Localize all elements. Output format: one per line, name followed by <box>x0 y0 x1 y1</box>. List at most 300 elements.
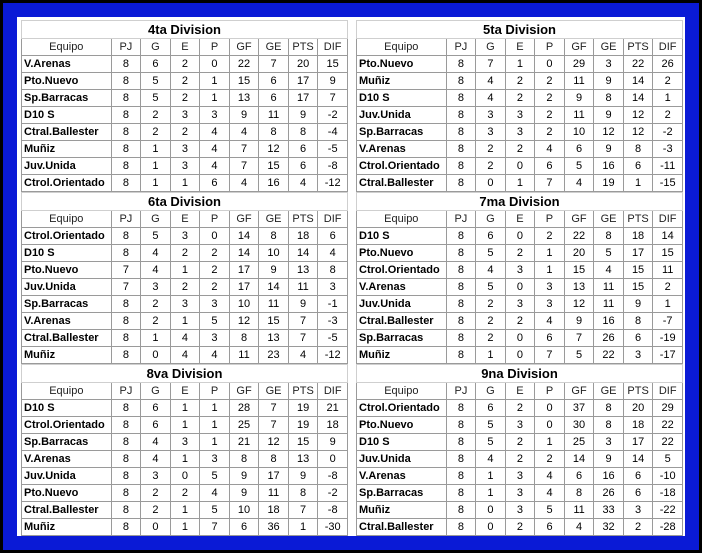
stat-cell: -2 <box>318 485 348 502</box>
stat-cell: 4 <box>535 313 565 330</box>
stat-cell: 2 <box>535 451 565 468</box>
team-name: D10 S <box>22 107 112 124</box>
column-header: PJ <box>111 39 141 56</box>
team-name: Muñiz <box>22 141 112 158</box>
stat-cell: 1 <box>535 262 565 279</box>
stat-cell: 0 <box>505 158 535 175</box>
stat-cell: 3 <box>170 107 200 124</box>
table-row <box>357 73 683 90</box>
stat-cell: 7 <box>111 279 141 296</box>
stat-cell: 17 <box>623 245 653 262</box>
stat-cell: 1 <box>141 330 171 347</box>
stat-cell: 6 <box>476 228 506 245</box>
stat-cell: -17 <box>653 347 683 364</box>
stat-cell: 2 <box>653 107 683 124</box>
column-header: PTS <box>288 211 318 228</box>
table-row <box>22 330 348 347</box>
stat-cell: 10 <box>229 502 259 519</box>
stat-cell: 8 <box>111 228 141 245</box>
stat-cell: 15 <box>623 279 653 296</box>
stat-cell: 11 <box>259 107 289 124</box>
stat-cell: 1 <box>623 175 653 192</box>
column-header: Equipo <box>22 39 112 56</box>
stat-cell: -19 <box>653 330 683 347</box>
stat-cell: 6 <box>141 417 171 434</box>
team-name: V.Arenas <box>22 56 112 73</box>
stat-cell: 4 <box>535 468 565 485</box>
stat-cell: 6 <box>535 330 565 347</box>
stat-cell: 11 <box>259 296 289 313</box>
stat-cell: 4 <box>170 347 200 364</box>
stat-cell: 2 <box>505 313 535 330</box>
stat-cell: 0 <box>200 228 230 245</box>
column-header: DIF <box>318 211 348 228</box>
table-row <box>22 228 348 245</box>
stat-cell: 4 <box>535 485 565 502</box>
stat-cell: 29 <box>564 56 594 73</box>
stat-cell: 8 <box>446 296 476 313</box>
stat-cell: 19 <box>594 175 624 192</box>
stat-cell: 9 <box>594 73 624 90</box>
stat-cell: 2 <box>505 400 535 417</box>
stat-cell: 5 <box>200 502 230 519</box>
stat-cell: 0 <box>318 451 348 468</box>
stat-cell: 0 <box>505 330 535 347</box>
stat-cell: 2 <box>505 73 535 90</box>
stat-cell: 0 <box>535 400 565 417</box>
stat-cell: 8 <box>446 124 476 141</box>
stat-cell: 2 <box>170 485 200 502</box>
stat-cell: 21 <box>229 434 259 451</box>
stat-cell: 2 <box>505 245 535 262</box>
stat-cell: 4 <box>476 262 506 279</box>
stat-cell: 8 <box>111 313 141 330</box>
stat-cell: 3 <box>535 279 565 296</box>
stat-cell: 2 <box>141 107 171 124</box>
stat-cell: 8 <box>594 400 624 417</box>
stat-cell: 15 <box>564 262 594 279</box>
table-row <box>357 330 683 347</box>
stat-cell: 4 <box>141 451 171 468</box>
column-header: GE <box>259 383 289 400</box>
stat-cell: 4 <box>200 485 230 502</box>
division-title: 5ta Division <box>357 21 683 39</box>
stat-cell: 8 <box>623 313 653 330</box>
table-row <box>357 347 683 364</box>
stat-cell: 2 <box>535 228 565 245</box>
stat-cell: 2 <box>141 296 171 313</box>
table-row <box>357 107 683 124</box>
stat-cell: 7 <box>200 519 230 536</box>
team-name: Juv.Unida <box>357 296 447 313</box>
stat-cell: 9 <box>259 262 289 279</box>
stat-cell: 8 <box>288 124 318 141</box>
stat-cell: 25 <box>564 434 594 451</box>
blue-frame <box>3 3 699 550</box>
stat-cell: 14 <box>229 228 259 245</box>
stat-cell: 8 <box>111 175 141 192</box>
stat-cell: 3 <box>200 451 230 468</box>
stat-cell: 6 <box>229 519 259 536</box>
stat-cell: 0 <box>476 502 506 519</box>
stat-cell: 2 <box>170 90 200 107</box>
table-row <box>357 485 683 502</box>
stat-cell: 9 <box>288 107 318 124</box>
stat-cell: 1 <box>653 90 683 107</box>
stat-cell: 6 <box>623 468 653 485</box>
table-row <box>22 245 348 262</box>
stat-cell: 7 <box>288 330 318 347</box>
stat-cell: 8 <box>446 347 476 364</box>
column-header: G <box>141 383 171 400</box>
stat-cell: -28 <box>653 519 683 536</box>
team-name: Ctral.Ballester <box>22 330 112 347</box>
column-header: PTS <box>623 39 653 56</box>
stat-cell: 8 <box>111 519 141 536</box>
stat-cell: 9 <box>229 485 259 502</box>
stat-cell: 14 <box>564 451 594 468</box>
stat-cell: 3 <box>476 124 506 141</box>
stat-cell: 3 <box>170 228 200 245</box>
stat-cell: 6 <box>259 73 289 90</box>
stat-cell: 2 <box>535 73 565 90</box>
stat-cell: -2 <box>318 107 348 124</box>
header-row <box>22 39 348 56</box>
stat-cell: -22 <box>653 502 683 519</box>
stat-cell: 5 <box>476 434 506 451</box>
stat-cell: 10 <box>564 124 594 141</box>
stat-cell: 5 <box>564 347 594 364</box>
stat-cell: 6 <box>623 330 653 347</box>
table-row <box>22 417 348 434</box>
stat-cell: 18 <box>623 417 653 434</box>
stat-cell: 17 <box>229 262 259 279</box>
stat-cell: 1 <box>505 56 535 73</box>
stat-cell: 8 <box>111 451 141 468</box>
stat-cell: 8 <box>446 468 476 485</box>
stat-cell: 7 <box>229 158 259 175</box>
stat-cell: 3 <box>623 347 653 364</box>
table-row <box>22 485 348 502</box>
team-name: Ctral.Ballester <box>22 502 112 519</box>
header-row <box>357 211 683 228</box>
stat-cell: 4 <box>564 519 594 536</box>
team-name: Pto.Nuevo <box>22 73 112 90</box>
stat-cell: 4 <box>318 245 348 262</box>
stat-cell: 1 <box>170 400 200 417</box>
stat-cell: -11 <box>653 158 683 175</box>
column-header: Equipo <box>22 383 112 400</box>
stat-cell: 4 <box>170 330 200 347</box>
stat-cell: -8 <box>318 502 348 519</box>
table-row <box>357 262 683 279</box>
team-name: Juv.Unida <box>22 468 112 485</box>
stat-cell: 26 <box>594 485 624 502</box>
stat-cell: 8 <box>111 73 141 90</box>
team-name: Ctral.Ballester <box>357 519 447 536</box>
stat-cell: 7 <box>259 56 289 73</box>
table-row <box>357 296 683 313</box>
stat-cell: 1 <box>170 451 200 468</box>
stat-cell: 3 <box>200 330 230 347</box>
stat-cell: 1 <box>170 262 200 279</box>
stat-cell: 26 <box>594 330 624 347</box>
stat-cell: 4 <box>564 175 594 192</box>
column-header: PTS <box>288 383 318 400</box>
stat-cell: 1 <box>170 502 200 519</box>
team-name: Ctrol.Orientado <box>357 262 447 279</box>
table-row <box>22 107 348 124</box>
divisions-grid <box>21 20 683 536</box>
stat-cell: 1 <box>170 175 200 192</box>
column-header: DIF <box>653 383 683 400</box>
table-row <box>357 313 683 330</box>
team-name: D10 S <box>357 228 447 245</box>
stat-cell: 11 <box>653 262 683 279</box>
stat-cell: 8 <box>446 279 476 296</box>
stat-cell: -1 <box>318 296 348 313</box>
stat-cell: 8 <box>111 485 141 502</box>
stat-cell: 7 <box>535 175 565 192</box>
table-row <box>22 313 348 330</box>
stat-cell: -15 <box>653 175 683 192</box>
stat-cell: 22 <box>653 434 683 451</box>
table-row <box>22 90 348 107</box>
stat-cell: 6 <box>259 90 289 107</box>
stat-cell: 8 <box>111 502 141 519</box>
stat-cell: 1 <box>200 73 230 90</box>
stat-cell: 5 <box>141 73 171 90</box>
stat-cell: 5 <box>476 245 506 262</box>
stat-cell: 7 <box>564 330 594 347</box>
stat-cell: 2 <box>653 279 683 296</box>
team-name: D10 S <box>357 434 447 451</box>
stat-cell: 0 <box>141 347 171 364</box>
column-header: P <box>535 383 565 400</box>
stat-cell: 1 <box>535 434 565 451</box>
team-name: V.Arenas <box>357 279 447 296</box>
stat-cell: 22 <box>594 347 624 364</box>
column-header: PJ <box>446 211 476 228</box>
stat-cell: 21 <box>318 400 348 417</box>
column-header: E <box>505 211 535 228</box>
column-header: Equipo <box>357 383 447 400</box>
stat-cell: 1 <box>141 141 171 158</box>
column-header: PTS <box>623 211 653 228</box>
stat-cell: -3 <box>653 141 683 158</box>
column-header: GE <box>594 39 624 56</box>
stat-cell: 12 <box>259 141 289 158</box>
stat-cell: 8 <box>111 400 141 417</box>
stat-cell: 8 <box>623 141 653 158</box>
stat-cell: 20 <box>564 245 594 262</box>
stat-cell: 2 <box>141 313 171 330</box>
stat-cell: 5 <box>200 468 230 485</box>
stat-cell: 3 <box>594 434 624 451</box>
stat-cell: 1 <box>200 434 230 451</box>
stat-cell: 14 <box>623 451 653 468</box>
column-header: G <box>141 211 171 228</box>
stat-cell: 14 <box>623 90 653 107</box>
stat-cell: 13 <box>288 451 318 468</box>
stat-cell: 9 <box>564 90 594 107</box>
stat-cell: 15 <box>259 158 289 175</box>
stat-cell: 0 <box>200 56 230 73</box>
stat-cell: 9 <box>318 73 348 90</box>
team-name: Muñiz <box>357 73 447 90</box>
table-row <box>22 262 348 279</box>
stat-cell: 3 <box>505 485 535 502</box>
stat-cell: 2 <box>200 262 230 279</box>
stat-cell: 3 <box>505 502 535 519</box>
stat-cell: 15 <box>318 56 348 73</box>
team-name: Ctrol.Orientado <box>357 158 447 175</box>
stat-cell: 8 <box>564 485 594 502</box>
table-row <box>22 124 348 141</box>
stat-cell: 29 <box>653 400 683 417</box>
stat-cell: -8 <box>318 158 348 175</box>
stat-cell: 5 <box>594 245 624 262</box>
stat-cell: 8 <box>111 124 141 141</box>
table-row <box>357 141 683 158</box>
stat-cell: 9 <box>594 107 624 124</box>
stat-cell: 1 <box>476 347 506 364</box>
column-header: E <box>505 39 535 56</box>
table-row <box>22 158 348 175</box>
column-header: E <box>170 383 200 400</box>
stat-cell: 3 <box>505 296 535 313</box>
column-header: G <box>476 39 506 56</box>
stat-cell: 8 <box>446 502 476 519</box>
stat-cell: 4 <box>476 451 506 468</box>
stat-cell: 1 <box>476 468 506 485</box>
table-row <box>357 434 683 451</box>
table-row <box>22 296 348 313</box>
stat-cell: 4 <box>141 245 171 262</box>
stat-cell: 4 <box>200 347 230 364</box>
column-header: P <box>535 39 565 56</box>
column-header: PJ <box>446 383 476 400</box>
column-header: Equipo <box>357 211 447 228</box>
stat-cell: 1 <box>170 519 200 536</box>
stat-cell: 16 <box>594 313 624 330</box>
team-name: Ctral.Ballester <box>22 124 112 141</box>
stat-cell: 3 <box>505 262 535 279</box>
stat-cell: 9 <box>594 451 624 468</box>
stat-cell: -10 <box>653 468 683 485</box>
stat-cell: 15 <box>288 434 318 451</box>
column-header: E <box>170 39 200 56</box>
stat-cell: 8 <box>318 262 348 279</box>
column-header: PJ <box>111 211 141 228</box>
column-header: Equipo <box>357 39 447 56</box>
stat-cell: 16 <box>259 175 289 192</box>
team-name: Ctrol.Orientado <box>22 175 112 192</box>
table-row <box>22 73 348 90</box>
stat-cell: 13 <box>288 262 318 279</box>
stat-cell: 0 <box>476 519 506 536</box>
stat-cell: 8 <box>259 228 289 245</box>
stat-cell: 1 <box>200 90 230 107</box>
stat-cell: 6 <box>141 56 171 73</box>
stat-cell: 3 <box>141 468 171 485</box>
stat-cell: 8 <box>446 434 476 451</box>
column-header: GF <box>229 39 259 56</box>
stat-cell: 15 <box>229 73 259 90</box>
stat-cell: 0 <box>141 519 171 536</box>
stat-cell: 8 <box>259 451 289 468</box>
stat-cell: 8 <box>111 434 141 451</box>
stat-cell: 14 <box>623 73 653 90</box>
division-table <box>356 364 683 536</box>
column-header: DIF <box>653 211 683 228</box>
table-row <box>357 519 683 536</box>
stat-cell: 2 <box>476 330 506 347</box>
stat-cell: 2 <box>170 124 200 141</box>
stat-cell: 11 <box>564 73 594 90</box>
column-header: GF <box>229 383 259 400</box>
stat-cell: 19 <box>288 417 318 434</box>
stat-cell: 4 <box>200 158 230 175</box>
stat-cell: 11 <box>288 279 318 296</box>
stat-cell: 3 <box>318 279 348 296</box>
stat-cell: 8 <box>446 228 476 245</box>
stat-cell: -7 <box>653 313 683 330</box>
stat-cell: 28 <box>229 400 259 417</box>
stat-cell: 17 <box>288 73 318 90</box>
stat-cell: 8 <box>446 400 476 417</box>
stat-cell: 9 <box>229 468 259 485</box>
stat-cell: -5 <box>318 141 348 158</box>
stat-cell: 8 <box>111 245 141 262</box>
header-row <box>357 39 683 56</box>
stat-cell: 18 <box>259 502 289 519</box>
stat-cell: 0 <box>505 279 535 296</box>
stat-cell: 2 <box>141 485 171 502</box>
header-row <box>357 383 683 400</box>
stat-cell: -30 <box>318 519 348 536</box>
division-title: 7ma Division <box>357 193 683 211</box>
stat-cell: 23 <box>259 347 289 364</box>
stat-cell: 8 <box>111 158 141 175</box>
table-row <box>357 417 683 434</box>
table-row <box>357 468 683 485</box>
stat-cell: 8 <box>446 73 476 90</box>
table-row <box>22 56 348 73</box>
stat-cell: 8 <box>446 175 476 192</box>
division-title: 6ta Division <box>22 193 348 211</box>
stat-cell: 9 <box>288 468 318 485</box>
team-name: Juv.Unida <box>357 107 447 124</box>
division-table <box>356 192 683 364</box>
stat-cell: 1 <box>288 519 318 536</box>
stat-cell: 8 <box>259 124 289 141</box>
column-header: PJ <box>446 39 476 56</box>
stat-cell: 2 <box>476 158 506 175</box>
stat-cell: 17 <box>623 434 653 451</box>
table-row <box>22 451 348 468</box>
stat-cell: 6 <box>141 400 171 417</box>
stat-cell: 0 <box>505 347 535 364</box>
stat-cell: 6 <box>318 228 348 245</box>
stat-cell: 9 <box>564 313 594 330</box>
stat-cell: 3 <box>170 141 200 158</box>
column-header: P <box>200 211 230 228</box>
stat-cell: 4 <box>229 175 259 192</box>
stat-cell: 17 <box>229 279 259 296</box>
stat-cell: 0 <box>535 417 565 434</box>
table-row <box>22 175 348 192</box>
